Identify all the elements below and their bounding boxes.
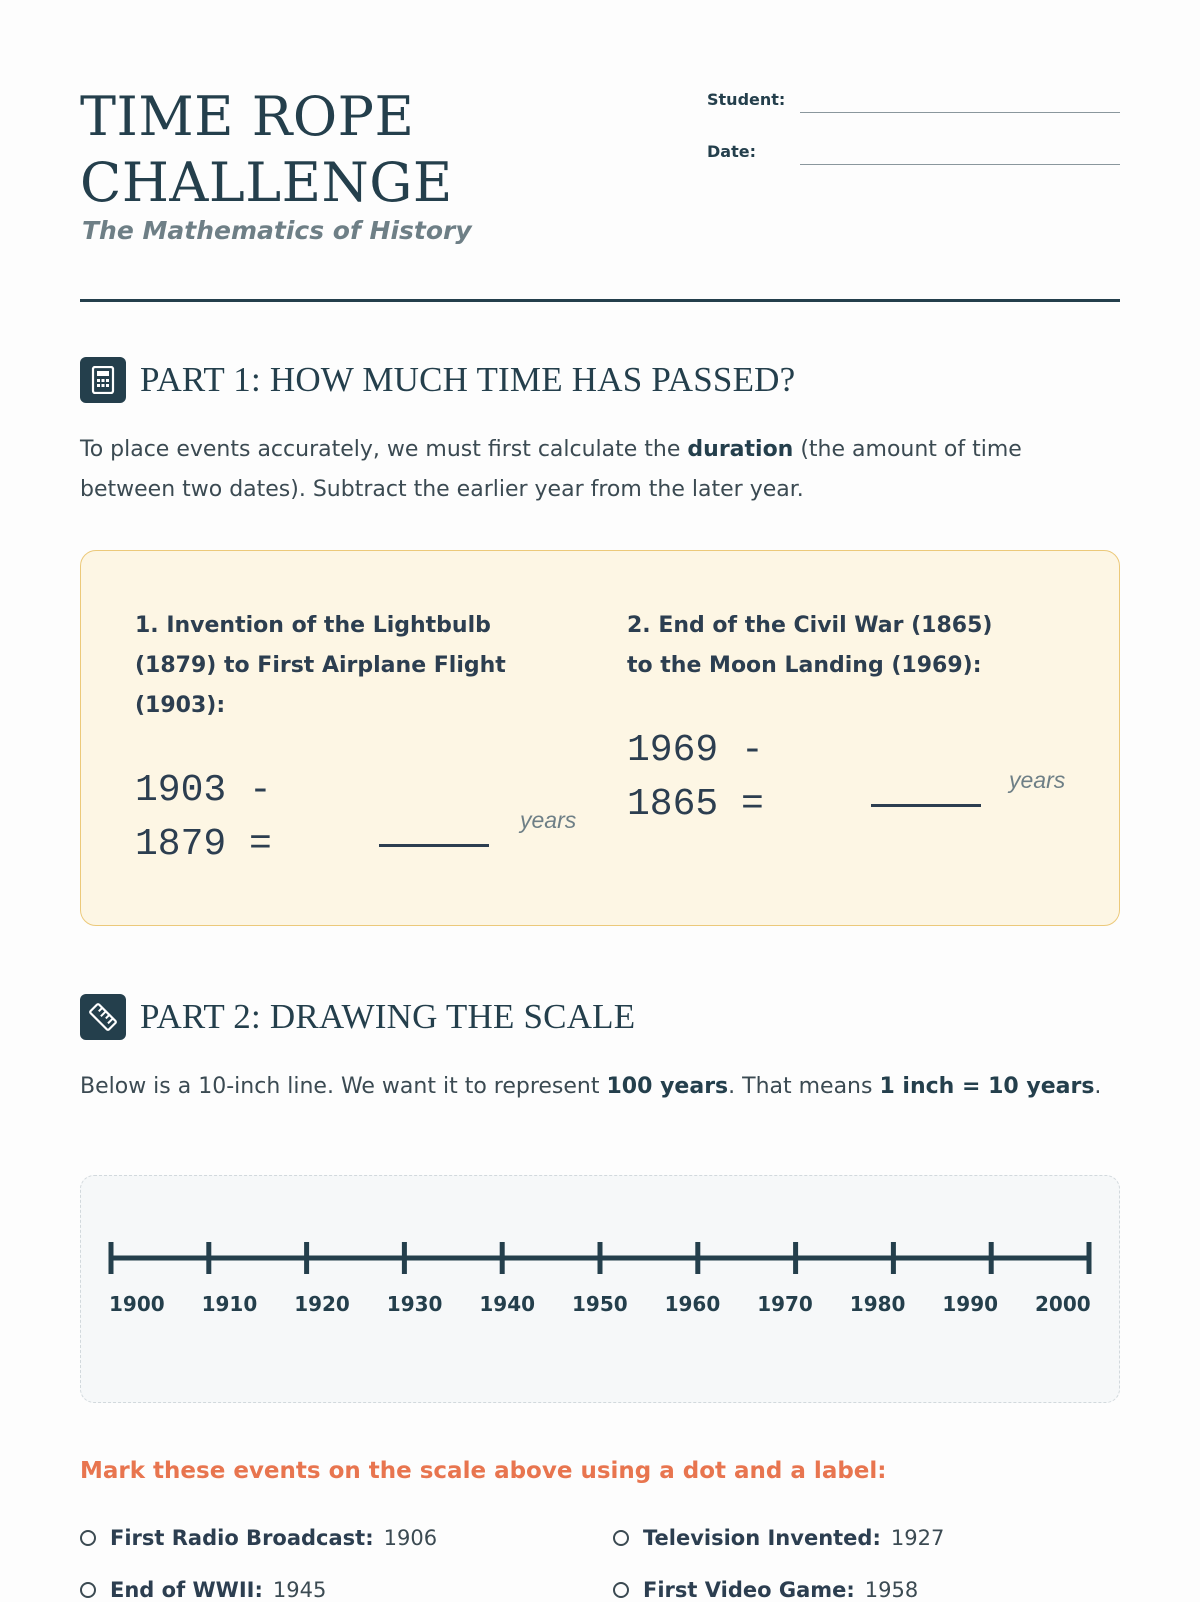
event-checkbox[interactable] (613, 1582, 629, 1598)
event-item (613, 1578, 918, 1602)
student-field (707, 84, 1120, 124)
event-year: 1927 (890, 1526, 945, 1550)
part1-heading (80, 357, 795, 403)
event-year: 1906 (383, 1526, 438, 1550)
part2-intro-text-2: . That means (728, 1074, 880, 1099)
event-name: First Radio Broadcast: (110, 1526, 374, 1550)
problem-1-eq-line-2: 1879 = (135, 823, 272, 866)
problem-1-question: 1. Invention of the Lightbulb (1879) to First Airplane Flight (1903): (135, 613, 506, 718)
worksheet-subtitle: The Mathematics of History (82, 216, 472, 245)
event-checkbox[interactable] (80, 1530, 96, 1546)
part2-heading (80, 994, 635, 1040)
date-field (707, 136, 1120, 176)
problem-2-unit: years (1009, 767, 1066, 793)
event-item (80, 1526, 437, 1550)
date-line[interactable] (800, 164, 1120, 165)
scale-tick-label-1930: 1930 (386, 1292, 443, 1316)
scale-tick-label-1990: 1990 (942, 1292, 999, 1316)
problem-2-eq-line-1: 1969 - (627, 729, 764, 772)
scale-tick-label-1920: 1920 (294, 1292, 350, 1316)
problem-1-answer-blank[interactable] (379, 844, 489, 847)
scale-tick-label-1940: 1940 (479, 1292, 536, 1316)
scale-tick-label-1970: 1970 (757, 1292, 813, 1316)
part2-intro-bold-1: 100 years (606, 1074, 729, 1099)
scale-tick-label-1960: 1960 (664, 1292, 721, 1316)
problem-2 (627, 606, 1007, 686)
event-instruction: Mark these events on the scale above using a dot and a label: (80, 1458, 887, 1484)
scale-tick-label-1900: 1900 (109, 1292, 165, 1316)
event-name: End of WWII: (110, 1578, 263, 1602)
event-year: 1958 (864, 1578, 919, 1602)
event-item (613, 1526, 944, 1550)
problem-1-equation (135, 764, 305, 872)
part1-intro-text-end: (the amount of time between two dates). Subtract the earlier year from the later year. (80, 437, 1022, 502)
scale-tick-label-1950: 1950 (572, 1292, 628, 1316)
scale-box (80, 1175, 1120, 1403)
event-checkbox[interactable] (613, 1530, 629, 1546)
scale-tick-label-1910: 1910 (201, 1292, 258, 1316)
event-name: Television Invented: (643, 1526, 881, 1550)
problem-1 (135, 606, 515, 726)
part2-intro-text-3: . (1094, 1074, 1102, 1099)
student-label: Student: (707, 90, 786, 109)
part1-intro-text: To place events accurately, we must first calculate the (80, 437, 688, 462)
calculation-box (80, 550, 1120, 926)
scale-tick-label-2000: 2000 (1035, 1292, 1091, 1316)
part2-intro-text-1: Below is a 10-inch line. We want it to represent (80, 1074, 607, 1099)
header-divider (80, 299, 1120, 302)
ruler-icon (80, 994, 126, 1040)
title-line-2: CHALLENGE (80, 151, 453, 214)
scale-tick-label-1980: 1980 (849, 1292, 906, 1316)
event-checkbox[interactable] (80, 1582, 96, 1598)
part1-title: PART 1: HOW MUCH TIME HAS PASSED? (140, 360, 796, 399)
part2-title: PART 2: DRAWING THE SCALE (140, 997, 636, 1036)
problem-1-unit: years (520, 807, 577, 833)
timeline-scale[interactable] (81, 1176, 1119, 1276)
title-line-1: TIME ROPE (80, 85, 415, 148)
problem-2-equation (627, 724, 797, 832)
student-name-line[interactable] (800, 112, 1120, 113)
worksheet-page (80, 0, 1120, 1600)
problem-2-question: 2. End of the Civil War (1865) to the Moon Landing (1969): (627, 613, 993, 678)
event-item (80, 1578, 326, 1602)
part1-intro-bold: duration (687, 437, 794, 462)
event-name: First Video Game: (643, 1578, 855, 1602)
event-year: 1945 (272, 1578, 327, 1602)
date-label: Date: (707, 142, 756, 161)
calculator-icon (80, 357, 126, 403)
problem-2-answer-blank[interactable] (871, 804, 981, 807)
worksheet-title (80, 84, 680, 216)
problem-2-eq-line-2: 1865 = (627, 783, 764, 826)
part2-intro (80, 1067, 1120, 1107)
part2-intro-bold-2: 1 inch = 10 years (879, 1074, 1095, 1099)
problem-1-eq-line-1: 1903 - (135, 769, 272, 812)
part1-intro (80, 430, 1120, 510)
